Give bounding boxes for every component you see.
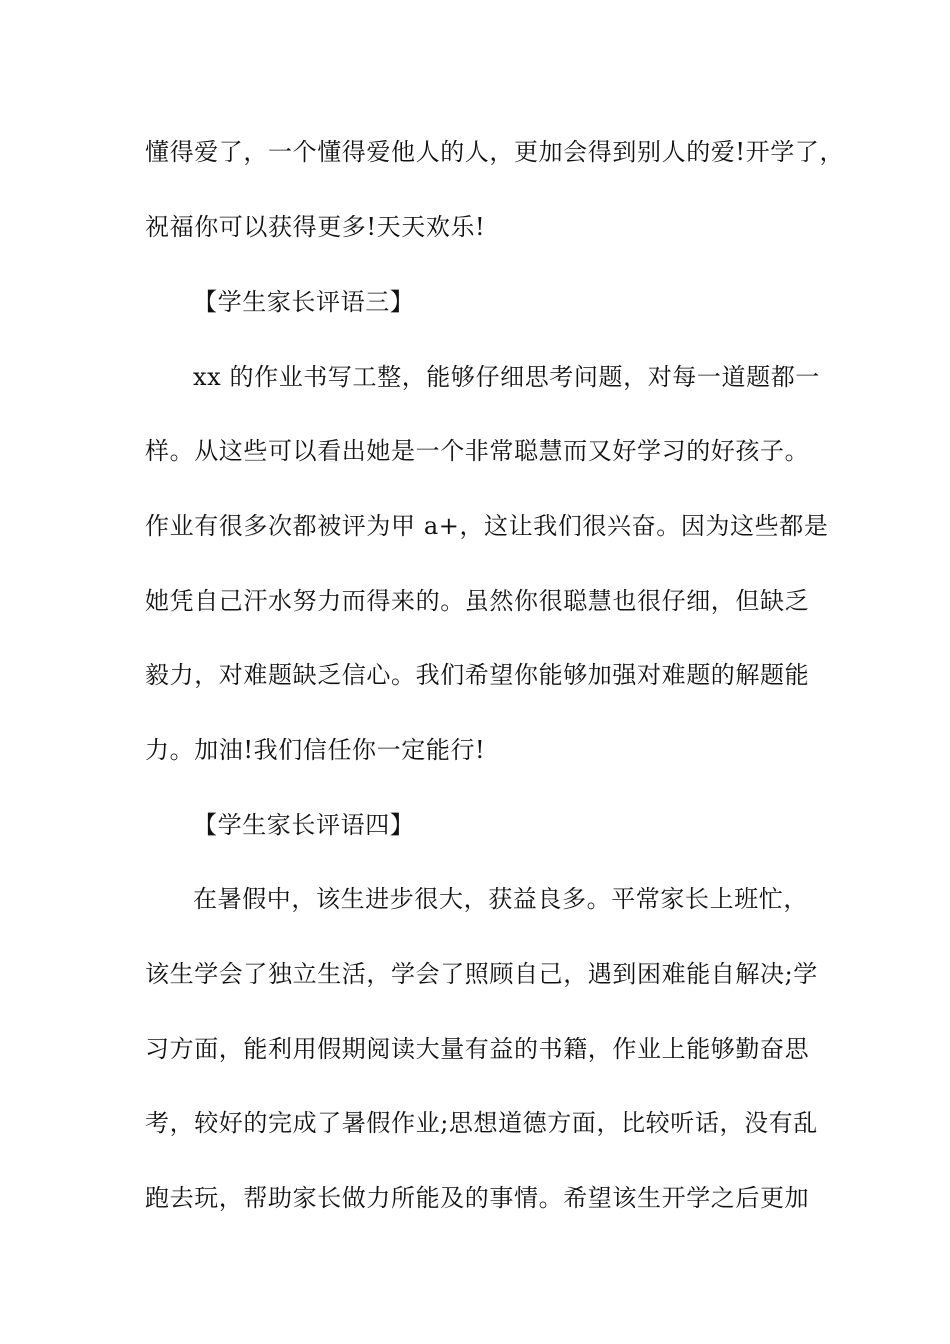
- text-line: 懂得爱了，一个懂得爱他人的人，更加会得到别人的爱!开学了，: [145, 138, 845, 166]
- text-line: 习方面，能利用假期阅读大量有益的书籍，作业上能够勤奋思: [145, 1035, 810, 1063]
- text-line: 作业有很多次都被评为甲 a+，这让我们很兴奋。因为这些都是: [145, 512, 829, 540]
- text-line: 样。从这些可以看出她是一个非常聪慧而又好学习的好孩子。: [145, 437, 810, 465]
- section-heading-4: 【学生家长评语四】: [193, 811, 415, 839]
- text-line: 考，较好的完成了暑假作业;思想道德方面，比较听话，没有乱: [145, 1109, 818, 1137]
- text-line: xx 的作业书写工整，能够仔细思考问题，对每一道题都一: [193, 363, 820, 391]
- text-line: 力。加油!我们信任你一定能行!: [145, 736, 486, 764]
- text-line: 她凭自己汗水努力而得来的。虽然你很聪慧也很仔细，但缺乏: [145, 587, 810, 615]
- text-line: 祝福你可以获得更多!天天欢乐!: [145, 213, 486, 241]
- text-line: 该生学会了独立生活，学会了照顾自己，遇到困难能自解决;学: [145, 960, 818, 988]
- text-line: 跑去玩，帮助家长做力所能及的事情。希望该生开学之后更加: [145, 1184, 810, 1212]
- text-line: 在暑假中，该生进步很大，获益良多。平常家长上班忙，: [193, 885, 808, 913]
- text-line: 毅力，对难题缺乏信心。我们希望你能够加强对难题的解题能: [145, 661, 810, 689]
- section-heading-3: 【学生家长评语三】: [193, 288, 415, 316]
